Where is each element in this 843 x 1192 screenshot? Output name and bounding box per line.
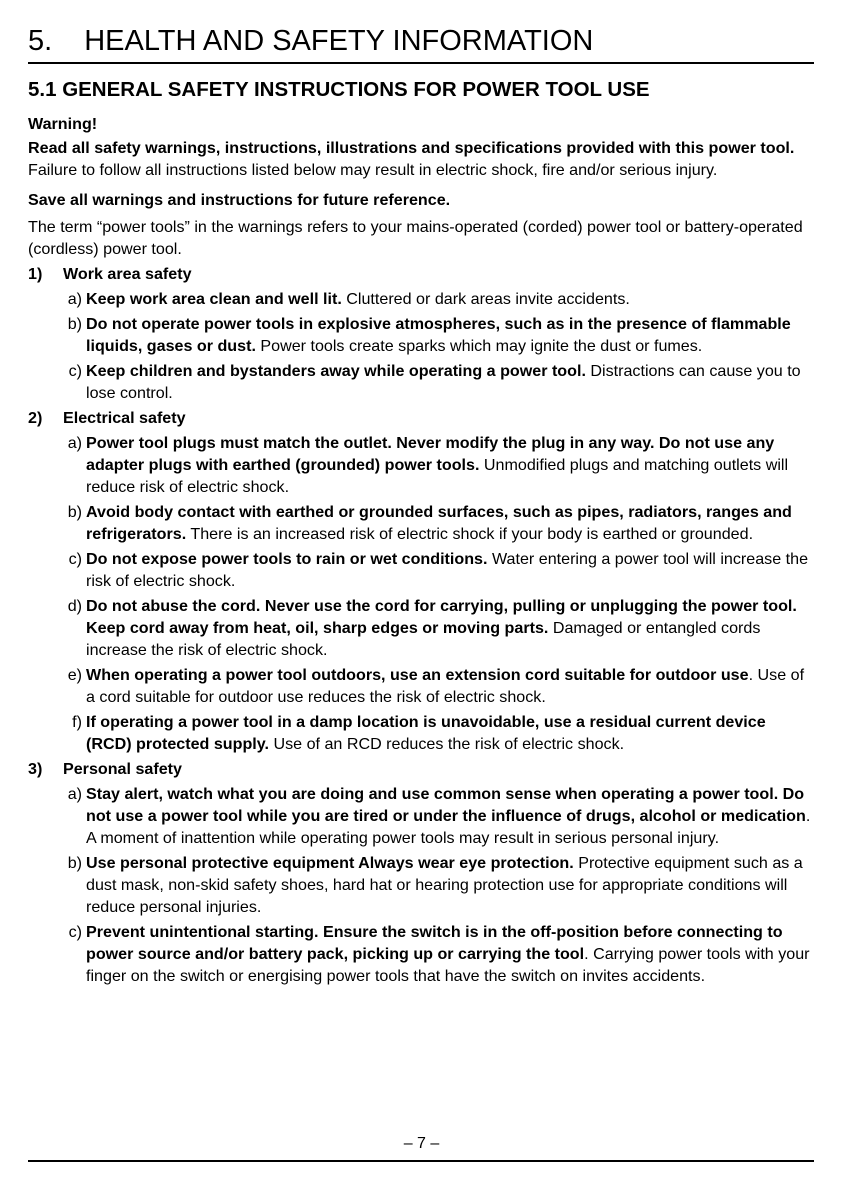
item-bold: Do not abuse the cord. Never use the cord for carrying, pulling or unplugging the power tool. Keep cord away from heat, oil, sharp edges or moving parts. [86,597,797,637]
footer-rule [28,1160,814,1162]
section-title: Personal safety [63,760,182,778]
intro-bold: Read all safety warnings, instructions, illustrations and specifications provided with this power tool. [28,139,795,157]
list-item [28,432,814,498]
item-text [86,783,814,849]
page-number: – 7 – [403,1135,440,1152]
list-item [28,595,814,661]
title-number: 5. [28,25,53,57]
item-plain: . Use of a cord suitable for outdoor use reduces the risk of electric shock. [86,666,805,706]
item-letter: d) [67,597,82,615]
item-text [86,852,814,918]
section-items [28,432,814,755]
list-item [28,711,814,755]
item-letter: e) [67,666,82,684]
item-letter: b) [67,854,82,872]
item-letter: b) [67,503,82,521]
item-text [86,288,814,310]
warning-label: Warning! [28,115,98,133]
section-number: 3) [28,760,43,778]
section-header [28,407,814,429]
item-plain: Protective equipment such as a dust mask, non-skid safety shoes, hard hat or hearing protection use for appropriate conditions will reduce personal injuries. [86,854,803,916]
list-item [28,360,814,404]
item-letter: c) [68,362,82,380]
item-bold: Keep work area clean and well lit. [86,290,342,308]
item-plain: Use of an RCD reduces the risk of electric shock. [269,735,625,753]
section-title: Work area safety [63,265,192,283]
section-number: 2) [28,409,43,427]
list-item [28,783,814,849]
item-letter: c) [68,923,82,941]
item-text [86,664,814,708]
list-item [28,313,814,357]
item-bold: Stay alert, watch what you are doing and use common sense when operating a power tool. Do not use a power tool while you are tired or under the influence of drugs, alcohol or medication [86,785,806,825]
item-text [86,711,814,755]
item-plain: Cluttered or dark areas invite accidents. [341,290,630,308]
item-letter: a) [67,434,82,452]
list-item [28,921,814,987]
item-bold: Prevent unintentional starting. Ensure the switch is in the off-position before connecting to power source and/or battery pack, picking up or carrying the tool [86,923,783,963]
section-items [28,288,814,404]
item-bold: Do not expose power tools to rain or wet conditions. [86,550,488,568]
item-plain: Distractions can cause you to lose control. [86,362,801,402]
list-item [28,852,814,918]
item-bold: Keep children and bystanders away while operating a power tool. [86,362,586,380]
item-letter: a) [67,785,82,803]
list-item [28,548,814,592]
item-text [86,432,814,498]
item-bold: Use personal protective equipment Always wear eye protection. [86,854,574,872]
item-text [86,921,814,987]
item-bold: Do not operate power tools in explosive atmospheres, such as in the presence of flammable liquids, gases or dust. [86,315,791,355]
item-plain: . Carrying power tools with your finger on the switch or energising power tools that have the switch on invites accidents. [86,945,810,985]
item-bold: Avoid body contact with earthed or grounded surfaces, such as pipes, radiators, ranges and refrigerators. [86,503,792,543]
section-header [28,263,814,285]
item-text [86,313,814,357]
item-text [86,501,814,545]
term-note: The term “power tools” in the warnings refers to your mains-operated (corded) power tool or battery-operated (cordless) power tool. [28,218,803,258]
intro-paragraph [28,137,814,181]
list-item [28,664,814,708]
item-letter: c) [68,550,82,568]
section-number: 1) [28,265,43,283]
item-bold: Power tool plugs must match the outlet. Never modify the plug in any way. Do not use any adapter plugs with earthed (grounded) power tools. [86,434,775,474]
safety-sections [28,263,814,987]
item-text [86,595,814,661]
item-text [86,360,814,404]
section-header [28,758,814,780]
item-plain: Water entering a power tool will increase the risk of electric shock. [86,550,809,590]
item-text [86,548,814,592]
item-letter: f) [72,713,82,731]
section-title: Electrical safety [63,409,186,427]
section-heading: 5.1 GENERAL SAFETY INSTRUCTIONS FOR POWER TOOL USE [28,78,650,101]
title-rule [28,62,814,64]
item-letter: b) [67,315,82,333]
section-items [28,783,814,987]
item-plain: Damaged or entangled cords increase the risk of electric shock. [86,619,761,659]
page-title [28,0,814,58]
title-text: HEALTH AND SAFETY INFORMATION [84,25,594,57]
item-letter: a) [67,290,82,308]
item-plain: There is an increased risk of electric shock if your body is earthed or grounded. [186,525,754,543]
save-note: Save all warnings and instructions for future reference. [28,191,451,209]
intro-text: Failure to follow all instructions listed below may result in electric shock, fire and/or serious injury. [28,161,718,179]
item-plain: . A moment of inattention while operating power tools may result in serious personal injury. [86,807,811,847]
list-item [28,288,814,310]
item-bold: If operating a power tool in a damp location is unavoidable, use a residual current device (RCD) protected supply. [86,713,766,753]
document-page [28,0,814,987]
item-plain: Unmodified plugs and matching outlets will reduce risk of electric shock. [86,456,789,496]
item-plain: Power tools create sparks which may ignite the dust or fumes. [255,337,703,355]
list-item [28,501,814,545]
item-bold: When operating a power tool outdoors, use an extension cord suitable for outdoor use [86,666,749,684]
